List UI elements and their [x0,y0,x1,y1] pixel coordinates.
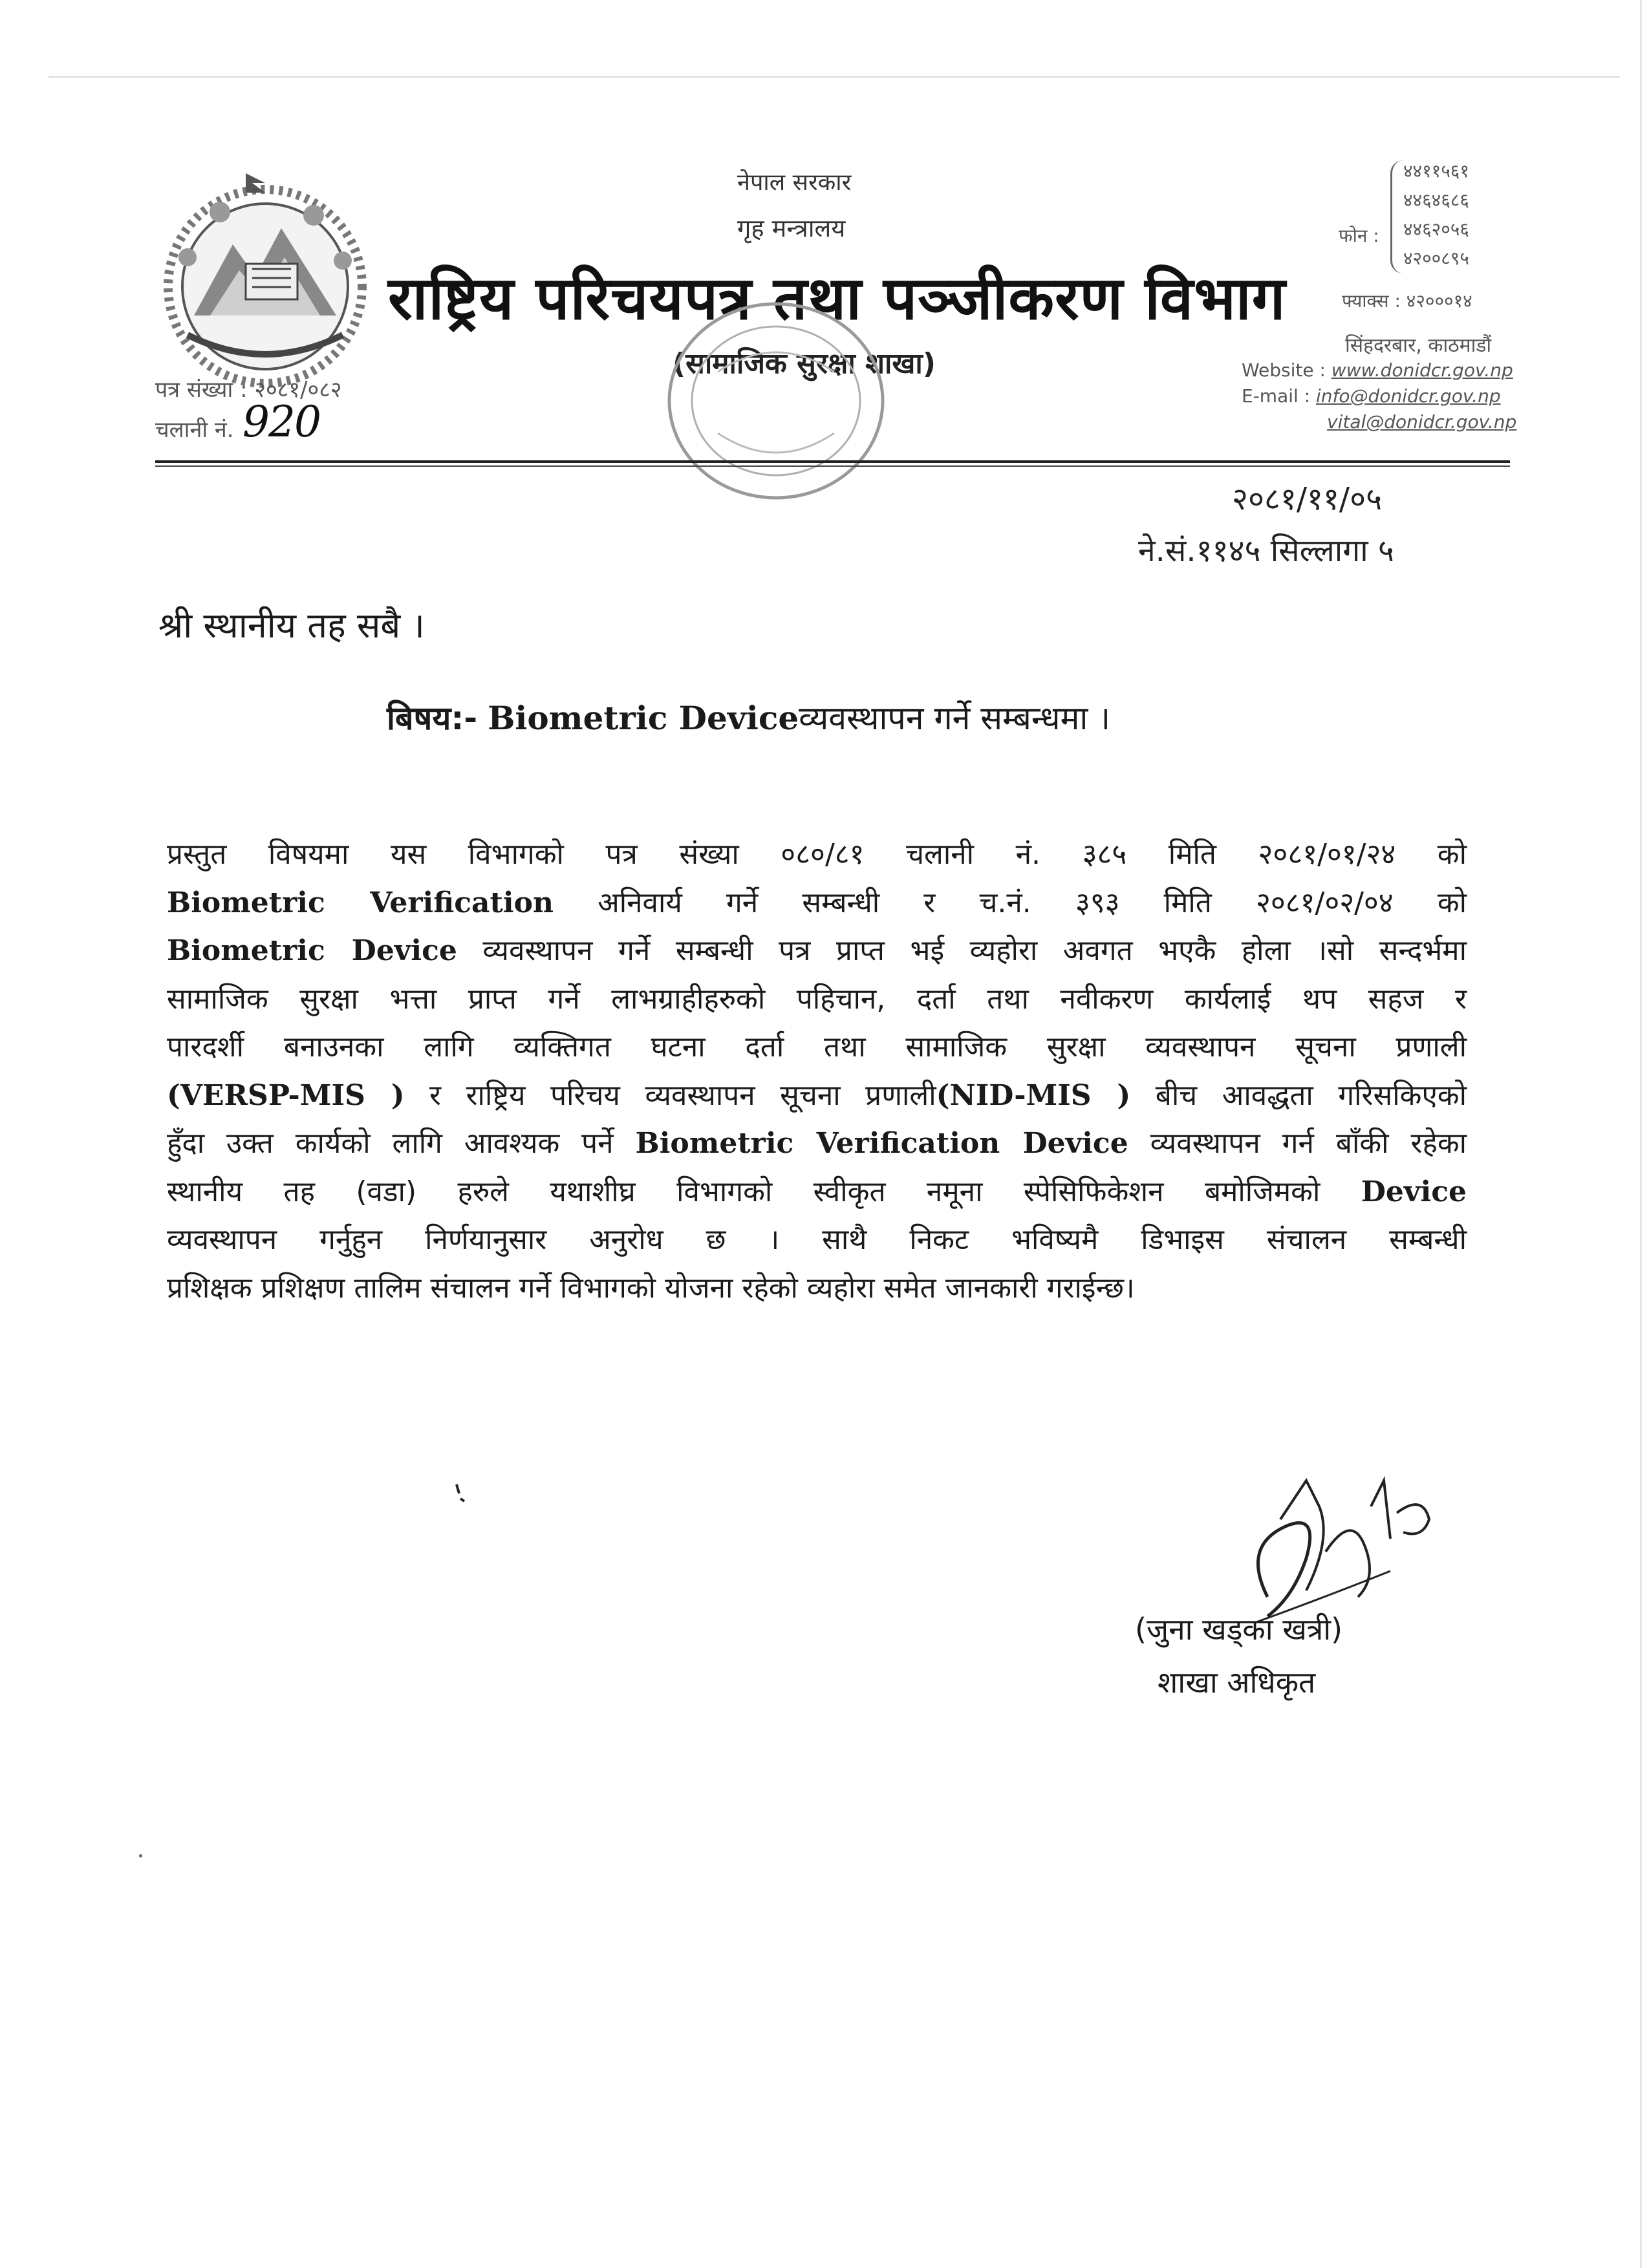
body-english-term: (VERSP-MIS ) [167,1078,405,1112]
nepal-sambat-date: ने.सं.११४५ सिल्लागा ५ [1138,533,1394,569]
website-line [1242,359,1513,381]
bs-date: २०८१/११/०५ [1232,481,1383,517]
nepal-emblem-icon [149,167,382,400]
body-english-term: (NID-MIS ) [936,1078,1131,1112]
header-divider [155,460,1510,463]
subject-line [387,695,1110,739]
dispatch-number-handwritten: 920 [242,397,320,447]
fax-number: फ्याक्स : ४२०००१४ [1342,290,1472,312]
phone-number: ४४६४६८६ [1403,189,1469,211]
stray-mark [453,1482,468,1508]
body-fragment: स्थानीय तह (वडा) हरुले यथाशीघ्र विभागको स्वीकृत नमूना स्पेसिफिकेशन बमोजिमको [167,1175,1320,1208]
body-english-term: Biometric Verification [167,886,554,919]
letter-body [167,831,1467,1312]
phone-list [1403,156,1469,273]
ministry-name: गृह मन्त्रालय [737,214,846,242]
body-line: प्रशिक्षक प्रशिक्षण तालिम संचालन गर्ने विभागको योजना रहेको व्यहोरा समेत जानकारी गराईन्छ। [167,1271,1135,1305]
header-divider-thin [155,465,1510,467]
body-fragment: अनिवार्य गर्ने सम्बन्धी र च.नं. ३९३ मिति २०८१/०२/०४ को [598,886,1467,919]
dispatch-label: चलानी नं. [155,417,234,443]
body-line [167,1120,1467,1168]
addressee: श्री स्थानीय तह सबै । [158,605,425,646]
body-line [167,1072,1467,1120]
body-line: पारदर्शी बनाउनका लागि व्यक्तिगत घटना दर्ता तथा सामाजिक सुरक्षा व्यवस्थापन सूचना प्रणाली [167,1031,1467,1064]
body-line: प्रस्तुत विषयमा यस विभागको पत्र संख्या ०८०/८१ चलानी नं. ३८५ मिति २०८१/०१/२४ को [167,838,1467,871]
email-label: E-mail : [1242,385,1311,407]
body-fragment: व्यवस्थापन गर्ने सम्बन्धी पत्र प्राप्त भई व्यहोरा अवगत भएकै होला ।सो सन्दर्भमा [482,934,1467,967]
office-address: सिंहदरबार, काठमाडौं [1345,334,1492,357]
subject-label: बिषय:- [387,700,478,737]
letter-number: पत्र संख्या : २०८१/०८२ [155,377,342,403]
phone-number: ४४६२०५६ [1403,219,1469,240]
email-line [1242,385,1501,407]
signatory-name: (जुना खड्का खत्री) [1135,1612,1343,1647]
subject-nepali: व्यवस्थापन गर्ने सम्बन्धमा । [799,700,1111,737]
page-right-edge [1640,0,1642,2268]
body-english-term: Device [1361,1175,1467,1208]
body-fragment: र राष्ट्रिय परिचय व्यवस्थापन सूचना प्रणाली [429,1078,936,1112]
website-label: Website : [1242,359,1326,381]
body-fragment: व्यवस्थापन गर्न बाँकी रहेका [1150,1127,1467,1160]
subject-english: Biometric Device [488,699,799,737]
website-link[interactable]: www.donidcr.gov.np [1331,359,1513,381]
body-fragment: बीच आवद्धता गरिसकिएको [1155,1078,1467,1112]
official-stamp-icon [647,294,905,508]
body-english-term: Biometric Verification Device [635,1127,1128,1160]
phone-number: ४४११५६१ [1403,160,1469,182]
body-line: व्यवस्थापन गर्नुहुन निर्णयानुसार अनुरोध छ । साथै निकट भविष्यमै डिभाइस संचालन सम्बन्धी [167,1223,1467,1256]
body-english-term: Biometric Device [167,934,457,967]
paper-speck [139,1854,142,1857]
body-line [167,879,1467,928]
phone-label: फोन : [1339,225,1379,246]
body-line: सामाजिक सुरक्षा भत्ता प्राप्त गर्ने लाभग्राहीहरुको पहिचान, दर्ता तथा नवीकरण कार्यलाई थप सहज र [167,982,1467,1016]
page-top-edge [48,76,1620,78]
phone-number: ४२००८९५ [1403,248,1469,269]
email-link-vital[interactable]: vital@donidcr.gov.np [1327,411,1517,433]
section-name: (सामाजिक सुरक्षा शाखा) [673,347,936,380]
government-name: नेपाल सरकार [737,169,852,196]
body-line [167,927,1467,976]
department-title: राष्ट्रिय परिचयपत्र तथा पञ्जीकरण विभाग [388,264,1286,333]
body-fragment: हुँदा उक्त कार्यको लागि आवश्यक पर्ने [167,1127,614,1160]
signatory-designation: शाखा अधिकृत [1158,1665,1316,1700]
email-link-info[interactable]: info@donidcr.gov.np [1316,385,1501,407]
body-line [167,1168,1467,1217]
